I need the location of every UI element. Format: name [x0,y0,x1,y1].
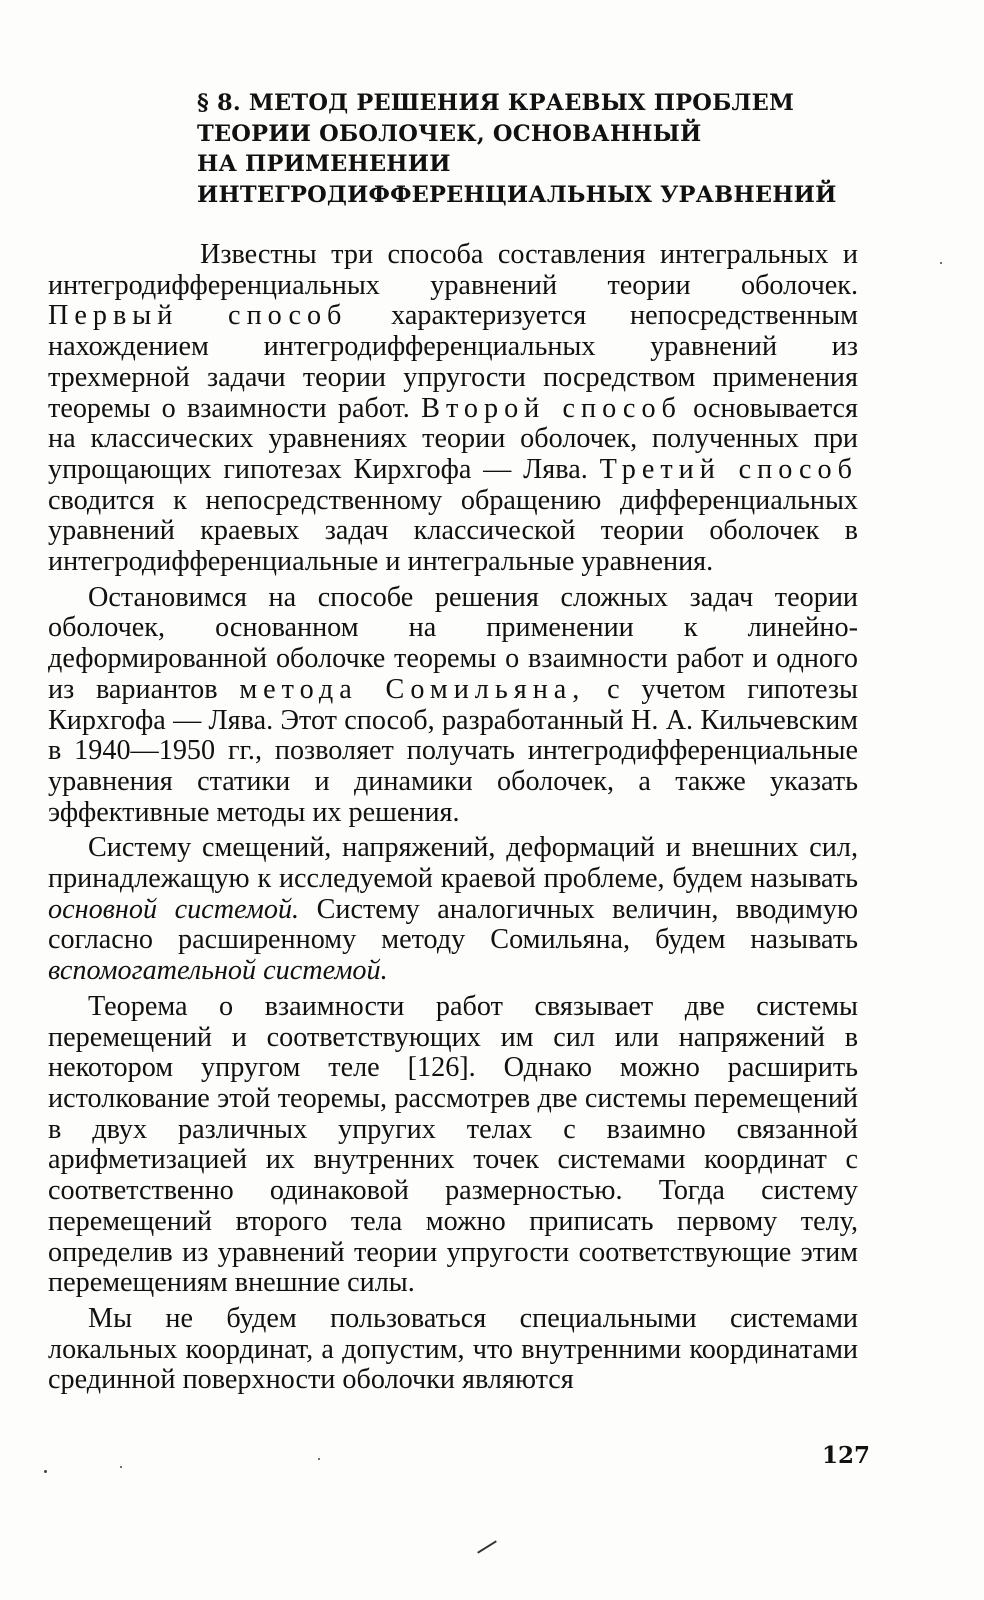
text-run: Теорема о взаимности работ связывает две системы перемещений и соответствующих им сил или напряжений в некотором упругом теле [126]. Однако можно расширить истолкование этой теоремы, рассмотрев две системы перемещений в двух различных упругих телах с взаимно связанной арифметизацией их внутренних точек системами координат с соответственно одинаковой размерностью. Тогда систему перемещений второго тела можно приписать первому телу, определив из уравнений теории упругости соответствующие этим перемещениям внешние силы. [48,990,858,1299]
paragraph-1 [48,240,858,578]
page-number: 127 [821,1442,870,1469]
heading-line: § 8. МЕТОД РЕШЕНИЯ КРАЕВЫХ ПРОБЛЕМ [197,90,795,116]
paragraph-5 [48,1304,858,1396]
italic-term: основной системой. [48,893,300,925]
paragraph-3 [48,833,858,987]
section-heading [197,88,837,210]
spaced-emphasis: Первый способ [48,300,348,332]
scan-speck [940,262,942,264]
spaced-emphasis: Третий способ [599,453,858,485]
text-run: Мы не будем пользоваться специальными системами локальных координат, а допустим, что внутренними координатами срединной поверхности оболочки являются [48,1302,858,1396]
paragraph-2 [48,583,858,829]
scan-speck [318,1458,320,1460]
scan-mark [477,1540,497,1553]
heading-line: НА ПРИМЕНЕНИИ [197,151,451,177]
text-run: Известны три способа составления интегральных и интегродифференциальных уравнений теории оболочек. [48,239,858,301]
spaced-emphasis: Второй способ [421,392,682,424]
text-run: Остановимся на способе решения сложных задач теории оболочек, основанном на применении к линейно-деформированной оболочке теоремы о взаимности работ и одного из вариантов [48,581,858,705]
italic-term: вспомогательной системой. [48,955,388,987]
text-run: характеризуется непосредственным нахождением интегродифференциальных уравнений из трехмерной задачи теории упругости посредством применения теоремы о взаимности работ. [48,300,859,424]
heading-line: ИНТЕГРОДИФФЕРЕНЦИАЛЬНЫХ УРАВНЕНИЙ [197,181,837,208]
text-run: сводится к непосредственному обращению дифференциальных уравнений краевых задач классической теории оболочек в интегродифференциальные и интегральные уравнения. [48,484,858,578]
text-run: Систему аналогичных величин, вводимую согласно расширенному методу Сомильяна, будем называть [48,893,859,956]
scan-speck [44,1470,47,1473]
text-run: Систему смещений, напряжений, деформаций и внешних сил, принадлежащую к исследуемой краевой проблеме, будем называть [48,832,858,895]
scan-speck [120,1466,122,1468]
spaced-emphasis: метода Сомильяна, [239,673,586,705]
paragraph-4 [48,992,858,1299]
body-text [48,240,858,1401]
text-run: основывается на классических уравнениях теории оболочек, полученных при упрощающих гипотезах Кирхгофа — Лява. [48,392,859,485]
text-run: с учетом гипотезы Кирхгофа — Лява. Этот способ, разработанный Н. А. Кильчевским в 1940—1950 гг., позволяет получать интегродифференциальные уравнения статики и динамики оболочек, а также указать эффективные методы их решения. [48,673,858,828]
heading-line: ТЕОРИИ ОБОЛОЧЕК, ОСНОВАННЫЙ [197,120,702,147]
